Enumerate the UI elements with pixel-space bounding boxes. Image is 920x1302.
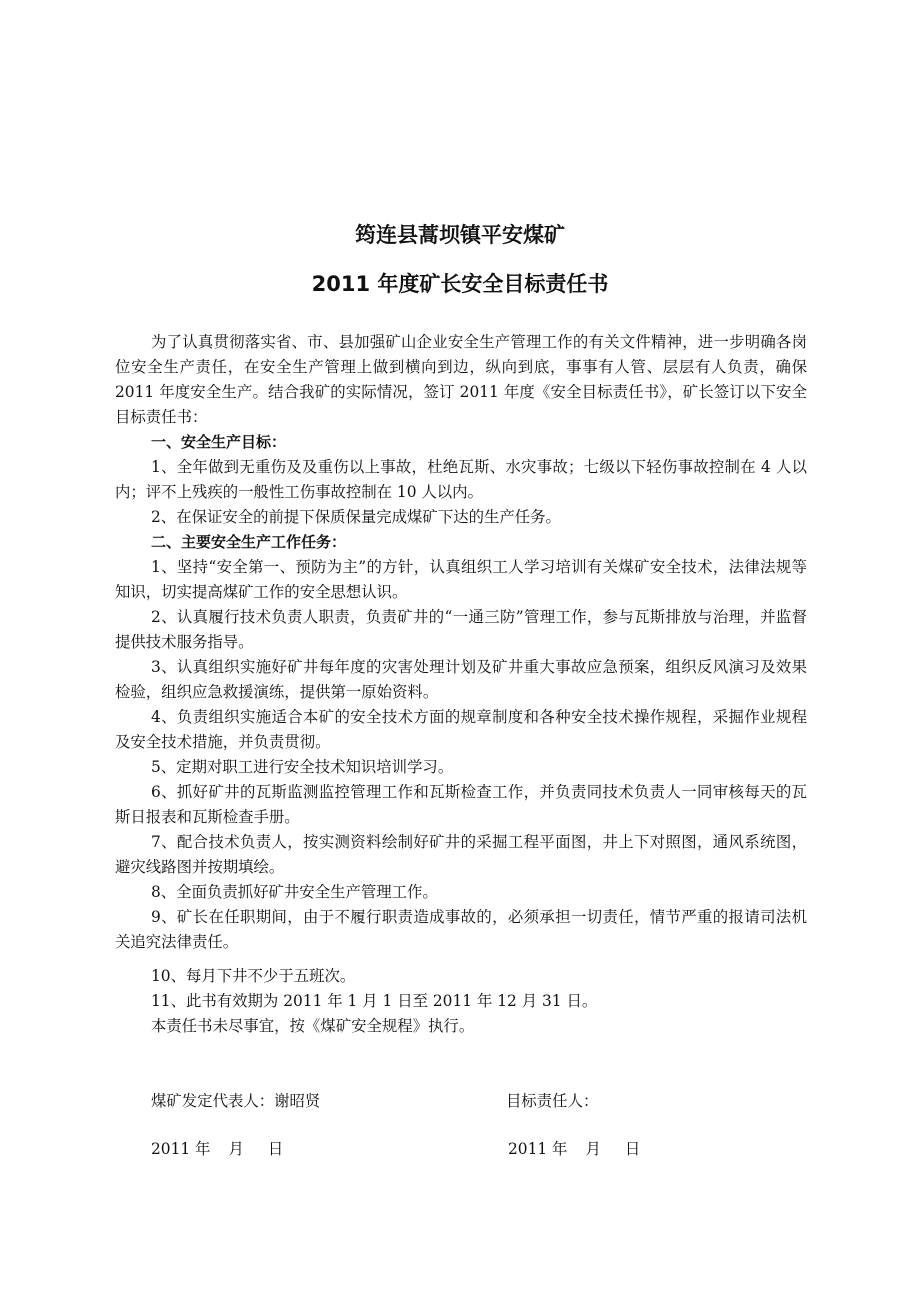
right-signature-date (508, 1137, 640, 1162)
date-day: 日 (267, 1140, 284, 1158)
goal-item: 1、全年做到无重伤及及重伤以上事故，杜绝瓦斯、水灾事故；七级以下轻伤事故控制在 4 人以内；评不上残疾的一般性工伤事故控制在 10 人以内。 (115, 458, 807, 501)
legal-representative-label: 煤矿发定代表人：谢昭贤 (151, 1092, 321, 1110)
task-item: 7、配合技术负责人，按实测资料绘制好矿井的采掘工程平面图，井上下对照图，通风系统图，避灾线路图并按期填绘。 (115, 833, 807, 876)
goal-item: 2、在保证安全的前提下保质保量完成煤矿下达的生产任务。 (151, 508, 561, 526)
task-item: 2、认真履行技术负责人职责，负责矿井的“一通三防”管理工作，参与瓦斯排放与治理，并监督提供技术服务指导。 (115, 608, 807, 651)
date-month: 月 (228, 1140, 244, 1158)
task-item: 8、全面负责抓好矿井安全生产管理工作。 (151, 883, 438, 901)
section-heading-goals: 一、安全生产目标： (151, 433, 287, 451)
task-item: 1、坚持“安全第一、预防为主”的方针，认真组织工人学习培训有关煤矿安全技术，法律法规等知识，切实提高煤矿工作的安全思想认识。 (115, 558, 807, 601)
task-item: 3、认真组织实施好矿井每年度的灾害处理计划及矿井重大事故应急预案，组织反风演习及效果检验，组织应急救援演练，提供第一原始资料。 (115, 658, 807, 701)
document-title-responsibility: 2011 年度矿长安全目标责任书 (311, 272, 609, 296)
responsible-person-label: 目标责任人： (506, 1092, 599, 1110)
task-item: 10、每月下井不少于五班次。 (151, 967, 356, 985)
section-heading-tasks: 二、主要安全生产工作任务： (151, 533, 347, 551)
task-item: 11、此书有效期为 2011 年 1 月 1 日至 2011 年 12 月 31 日。 (151, 992, 598, 1010)
task-item: 5、定期对职工进行安全技术知识培训学习。 (151, 758, 454, 776)
date-year: 2011 年 (508, 1140, 568, 1158)
closing-note: 本责任书未尽事宜，按《煤矿安全规程》执行。 (151, 1017, 475, 1035)
task-item: 6、抓好矿井的瓦斯监测监控管理工作和瓦斯检查工作，并负责同技术负责人一同审核每天的瓦斯日报表和瓦斯检查手册。 (115, 783, 807, 826)
left-signature-date (151, 1137, 283, 1162)
document-body (115, 330, 807, 1039)
document-title-mine: 筠连县蒿坝镇平安煤矿 (355, 223, 565, 247)
date-day: 日 (624, 1140, 641, 1158)
task-item: 9、矿长在任职期间，由于不履行职责造成事故的，必须承担一切责任，情节严重的报请司法机关追究法律责任。 (115, 908, 807, 951)
date-year: 2011 年 (151, 1140, 211, 1158)
task-item: 4、负责组织实施适合本矿的安全技术方面的规章制度和各种安全技术操作规程，采掘作业规程及安全技术措施，并负责贯彻。 (115, 708, 807, 751)
date-month: 月 (585, 1140, 601, 1158)
intro-paragraph: 为了认真贯彻落实省、市、县加强矿山企业安全生产管理工作的有关文件精神，进一步明确各岗位安全生产责任，在安全生产管理上做到横向到边，纵向到底，事事有人管、层层有人负责，确保 2011 年度安全生产。结合我矿的实际情况，签订 2011 年度《安全目标责任书》，矿长签订以下安全目标责任书： (115, 333, 807, 426)
